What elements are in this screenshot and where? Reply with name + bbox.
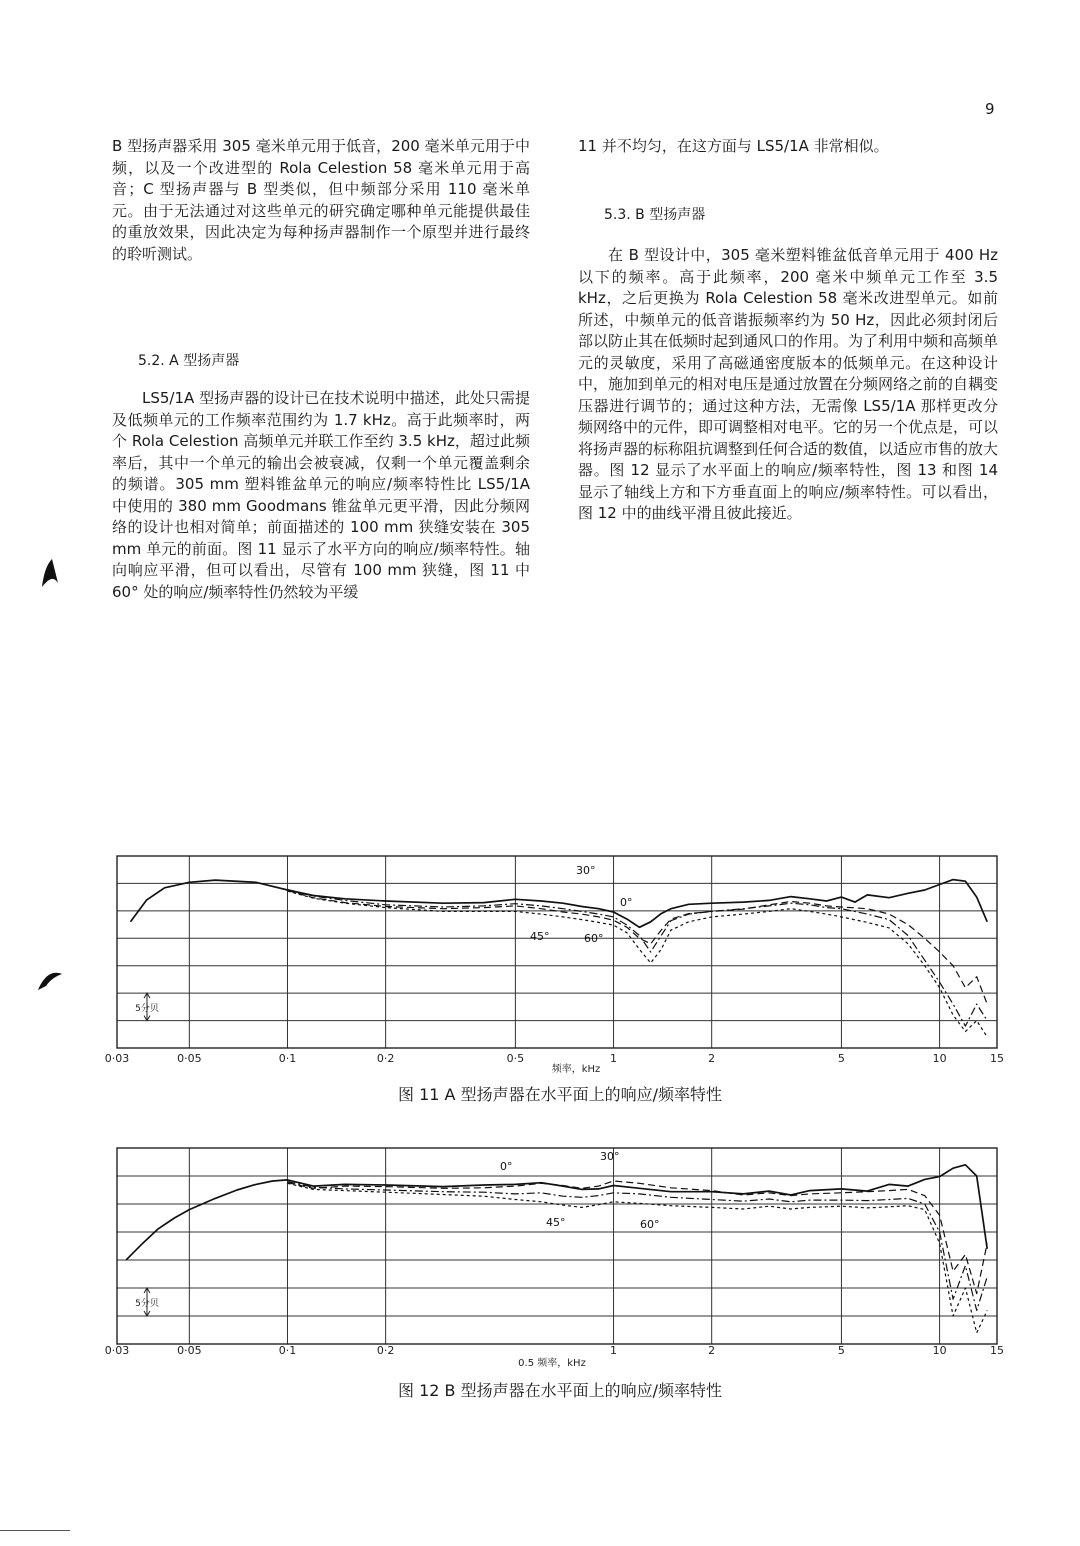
right-column-paragraph-1: [578, 245, 998, 525]
series-line-45deg: [288, 890, 988, 1027]
series-annotation: 45°: [546, 1216, 566, 1229]
series-line-60deg: [288, 1183, 988, 1333]
x-tick-label: 0·5: [506, 1052, 525, 1065]
x-tick-label: 2: [708, 1052, 716, 1065]
x-tick-label: 0·2: [376, 1344, 395, 1357]
x-tick-label: 15: [990, 1344, 1004, 1357]
series-annotation: 30°: [576, 864, 596, 877]
x-tick-label: 1: [610, 1052, 618, 1065]
x-axis-label: 频率，kHz: [551, 1064, 601, 1075]
left-column-paragraph-2: [112, 388, 530, 603]
figure-11-chart: [100, 848, 1020, 1078]
plot-frame: [117, 856, 997, 1048]
series-line-0deg: [126, 1165, 987, 1260]
x-tick-label: 5: [837, 1052, 845, 1065]
x-tick-label: 0·05: [177, 1344, 202, 1357]
x-tick-label: 15: [990, 1052, 1004, 1065]
figure-12-chart: [100, 1140, 1020, 1372]
series-line-45deg: [288, 1182, 988, 1311]
left-column-paragraph-1: [112, 136, 530, 265]
right-column-continuation: [578, 136, 998, 158]
series-annotation: 60°: [584, 932, 604, 945]
x-tick-label: 0·03: [104, 1344, 130, 1357]
x-tick-label: 10: [932, 1052, 947, 1065]
series-annotation: 0°: [500, 1160, 513, 1173]
margin-mark-1: [38, 557, 60, 591]
plot-frame: [117, 1148, 997, 1344]
right-para-0: 11 并不均匀，在这方面与 LS5/1A 非常相似。: [578, 137, 889, 155]
series-annotation: 30°: [600, 1150, 620, 1163]
page-number: 9: [985, 100, 995, 118]
series-annotation: 0°: [620, 896, 633, 909]
x-tick-label: 0·1: [278, 1344, 297, 1357]
footer-rule: [0, 1530, 70, 1531]
series-annotation: 45°: [530, 930, 550, 943]
x-tick-label: 0·1: [278, 1052, 297, 1065]
x-tick-label: 5: [837, 1344, 845, 1357]
x-tick-label: 10: [932, 1344, 947, 1357]
right-para-1: 在 B 型设计中，305 毫米塑料锥盆低音单元用于 400 Hz 以下的频率。高于此频率，200 毫米中频单元工作至 3.5 kHz，之后更换为 Rola Celestion 58 毫米改进型单元。如前所述，中频单元的低音谐振频率约为 50 Hz，因此必须封闭后部以防止其在低频时起到通风口的作用。为了利用中频和高频单元的灵敏度，采用了高磁通密度版本的低频单元。在这种设计中，施加到单元的相对电压是通过放置在分频网络之前的自耦变压器进行调节的；通过这种方法，无需像 LS5/1A 那样更改分频网络中的元件，即可调整相对电平。它的另一个优点是，可以将扬声器的标称阻抗调整到任何合适的数值，以适应市售的放大器。图 12 显示了水平面上的响应/频率特性，图 13 和图 14 显示了轴线上方和下方垂直面上的响应/频率特性。可以看出，图 12 中的曲线平滑且彼此接近。: [578, 246, 999, 522]
figure-12-caption: 图 12 B 型扬声器在水平面上的响应/频率特性: [398, 1381, 722, 1400]
x-tick-label: 2: [708, 1344, 716, 1357]
x-axis-label: 0.5 频率，kHz: [518, 1358, 586, 1369]
section-heading-5-2: 5.2. A 型扬声器: [138, 353, 240, 369]
figure-11-caption: 图 11 A 型扬声器在水平面上的响应/频率特性: [398, 1085, 722, 1104]
y-scale-label: 5分贝: [135, 1003, 159, 1014]
x-tick-label: 0·2: [376, 1052, 395, 1065]
x-tick-label: 0·03: [104, 1052, 130, 1065]
left-para-2: LS5/1A 型扬声器的设计已在技术说明中描述，此处只需提及低频单元的工作频率范围约为 1.7 kHz。高于此频率时，两个 Rola Celestion 高频单元并联工作至约 3.5 kHz，超过此频率后，其中一个单元的输出会被衰减，仅剩一个单元覆盖剩余的频谱。305 mm 塑料锥盆单元的响应/频率特性比 LS5/1A 中使用的 380 mm Goodmans 锥盆单元更平滑，因此分频网络的设计也相对简单；前面描述的 100 mm 狭缝安装在 305 mm 单元的前面。图 11 显示了水平方向的响应/频率特性。轴向响应平滑，但可以看出，尽管有 100 mm 狭缝，图 11 中 60° 处的响应/频率特性仍然较为平缓: [112, 389, 530, 601]
x-tick-label: 0·05: [177, 1052, 202, 1065]
series-line-30deg: [288, 1181, 988, 1294]
left-para-1: B 型扬声器采用 305 毫米单元用于低音，200 毫米单元用于中频，以及一个改进型的 Rola Celestion 58 毫米单元用于高音；C 型扬声器与 B 型类似，但中频部分采用 110 毫米单元。由于无法通过对这些单元的研究确定哪种单元能提供最佳的重放效果，因此决定为每种扬声器制作一个原型并进行最终的聆听测试。: [112, 137, 530, 263]
series-annotation: 60°: [640, 1218, 660, 1231]
section-heading-5-3: 5.3. B 型扬声器: [604, 207, 706, 223]
y-scale-label: 5分贝: [135, 1299, 159, 1309]
margin-mark-2: [36, 968, 64, 994]
x-tick-label: 1: [610, 1344, 618, 1357]
